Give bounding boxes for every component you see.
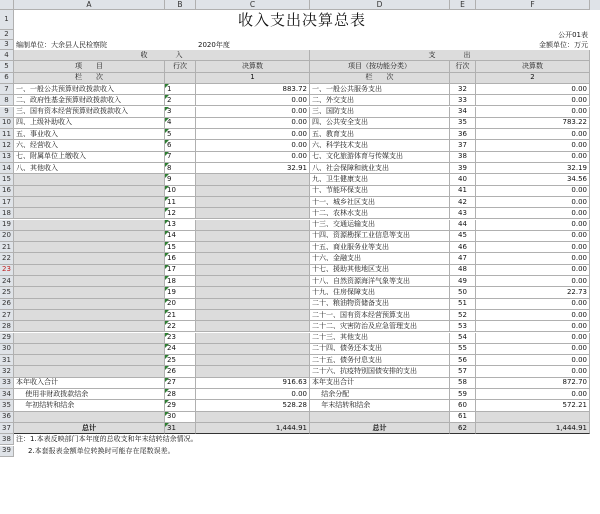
row-header[interactable]: 8 [0, 95, 14, 106]
expense-line-number[interactable]: 51 [450, 299, 476, 310]
income-line-number[interactable]: 12 [165, 208, 196, 219]
row-header[interactable]: 7 [0, 84, 14, 95]
select-all-corner[interactable] [0, 0, 14, 10]
expense-item-label[interactable]: 十五、商业服务业等支出 [310, 242, 450, 253]
income-amount-empty[interactable] [196, 208, 310, 219]
expense-line-number[interactable]: 50 [450, 287, 476, 298]
expense-amount[interactable]: 0.00 [476, 152, 590, 163]
row-header[interactable]: 4 [0, 50, 14, 61]
income-total-label[interactable]: 总计 [14, 423, 165, 434]
expense-item-label[interactable]: 七、文化旅游体育与传媒支出 [310, 152, 450, 163]
row-header[interactable]: 10 [0, 118, 14, 129]
expense-amount[interactable]: 0.00 [476, 333, 590, 344]
expense-line-number[interactable]: 35 [450, 118, 476, 129]
expense-item-label[interactable]: 二十六、抗疫特别国债安排的支出 [310, 366, 450, 377]
income-item-label[interactable]: 四、上级补助收入 [14, 118, 165, 129]
income-line-number[interactable]: 11 [165, 197, 196, 208]
expense-line-number[interactable]: 40 [450, 174, 476, 185]
lanci-label-income[interactable]: 栏 次 [14, 73, 165, 84]
income-amount-empty[interactable] [196, 333, 310, 344]
income-header[interactable]: 收 入 [14, 50, 310, 61]
income-amount[interactable]: 0.00 [196, 107, 310, 118]
row-header[interactable]: 28 [0, 321, 14, 332]
income-item-label[interactable]: 五、事业收入 [14, 129, 165, 140]
income-item-empty[interactable] [14, 355, 165, 366]
expense-amount[interactable]: 0.00 [476, 129, 590, 140]
row-header[interactable]: 5 [0, 61, 14, 72]
reporting-unit[interactable]: 编制单位：大余县人民检察院 [16, 40, 107, 49]
income-item-empty[interactable] [14, 287, 165, 298]
income-line-number[interactable]: 17 [165, 265, 196, 276]
expense-item-label[interactable]: 二十一、国有资本经营预算支出 [310, 310, 450, 321]
row-header[interactable]: 29 [0, 333, 14, 344]
expense-amount[interactable]: 22.73 [476, 287, 590, 298]
income-line-number[interactable]: 14 [165, 231, 196, 242]
income-item-label[interactable]: 八、其他收入 [14, 163, 165, 174]
col-income-amount[interactable]: 决算数 [196, 61, 310, 72]
income-amount-empty[interactable] [196, 197, 310, 208]
expense-line-number[interactable]: 49 [450, 276, 476, 287]
lanci-blank-expense[interactable] [450, 73, 476, 84]
expense-total-line[interactable]: 62 [450, 423, 476, 434]
expense-summary-amount[interactable]: 572.21 [476, 400, 590, 411]
income-item-label[interactable]: 一、一般公共预算财政拨款收入 [14, 84, 165, 95]
income-amount-empty[interactable] [196, 310, 310, 321]
expense-line-number[interactable]: 48 [450, 265, 476, 276]
money-unit[interactable]: 金额单位：万元 [539, 40, 588, 49]
income-line-number[interactable]: 7 [165, 152, 196, 163]
expense-amount[interactable]: 34.56 [476, 174, 590, 185]
expense-item-label[interactable]: 八、社会保障和就业支出 [310, 163, 450, 174]
row-header[interactable]: 34 [0, 389, 14, 400]
expense-amount[interactable]: 0.00 [476, 321, 590, 332]
income-summary-line[interactable]: 28 [165, 389, 196, 400]
row-header[interactable]: 36 [0, 412, 14, 423]
expense-item-label[interactable]: 二十三、其他支出 [310, 333, 450, 344]
expense-summary-line[interactable]: 60 [450, 400, 476, 411]
expense-line-number[interactable]: 36 [450, 129, 476, 140]
expense-line-number[interactable]: 32 [450, 84, 476, 95]
row-header[interactable]: 25 [0, 287, 14, 298]
expense-amount[interactable]: 783.22 [476, 118, 590, 129]
income-item-empty[interactable] [14, 310, 165, 321]
income-item-empty[interactable] [14, 344, 165, 355]
income-amount-empty[interactable] [196, 231, 310, 242]
income-amount-empty[interactable] [196, 174, 310, 185]
expense-item-label[interactable]: 十九、住房保障支出 [310, 287, 450, 298]
row-header[interactable]: 16 [0, 186, 14, 197]
expense-line-number[interactable]: 38 [450, 152, 476, 163]
expense-item-label[interactable]: 十四、资源勘探工业信息等支出 [310, 231, 450, 242]
expense-amount[interactable]: 0.00 [476, 276, 590, 287]
expense-item-label[interactable]: 二十五、债务付息支出 [310, 355, 450, 366]
row-header[interactable]: 21 [0, 242, 14, 253]
row-header[interactable]: 39 [0, 446, 14, 457]
expense-amount[interactable]: 0.00 [476, 208, 590, 219]
expense-amount[interactable]: 0.00 [476, 366, 590, 377]
expense-amount[interactable]: 0.00 [476, 310, 590, 321]
lanci-1[interactable]: 1 [196, 73, 310, 84]
expense-line-number[interactable]: 54 [450, 333, 476, 344]
expense-summary-line[interactable]: 58 [450, 378, 476, 389]
income-summary-amount[interactable]: 528.28 [196, 400, 310, 411]
row-header[interactable]: 27 [0, 310, 14, 321]
income-amount[interactable]: 0.00 [196, 140, 310, 151]
row-header[interactable]: 13 [0, 152, 14, 163]
expense-line-number[interactable]: 47 [450, 253, 476, 264]
income-summary-label[interactable]: 年初结转和结余 [14, 400, 165, 411]
expense-item-label[interactable]: 十七、援助其他地区支出 [310, 265, 450, 276]
expense-item-label[interactable]: 一、一般公共服务支出 [310, 84, 450, 95]
row-header[interactable]: 26 [0, 299, 14, 310]
expense-line-number[interactable]: 46 [450, 242, 476, 253]
income-amount-empty[interactable] [196, 242, 310, 253]
income-item-empty[interactable] [14, 220, 165, 231]
expense-line-number[interactable]: 41 [450, 186, 476, 197]
income-amount[interactable]: 0.00 [196, 118, 310, 129]
expense-line-number[interactable]: 34 [450, 107, 476, 118]
income-amount-empty[interactable] [196, 186, 310, 197]
form-number[interactable]: 公开01表 [558, 30, 588, 39]
expense-line-number[interactable]: 53 [450, 321, 476, 332]
expense-line-number[interactable]: 43 [450, 208, 476, 219]
row-header[interactable]: 9 [0, 107, 14, 118]
income-amount[interactable]: 0.00 [196, 129, 310, 140]
income-item-empty[interactable] [14, 276, 165, 287]
income-line-number[interactable]: 25 [165, 355, 196, 366]
expense-item-label[interactable]: 十六、金融支出 [310, 253, 450, 264]
income-item-empty[interactable] [14, 265, 165, 276]
column-header-b[interactable]: B [165, 0, 196, 10]
row-header[interactable]: 22 [0, 253, 14, 264]
income-line-number[interactable]: 15 [165, 242, 196, 253]
income-item-empty[interactable] [14, 366, 165, 377]
expense-amount[interactable]: 0.00 [476, 299, 590, 310]
income-item-empty[interactable] [14, 231, 165, 242]
income-summary-amount[interactable]: 916.63 [196, 378, 310, 389]
expense-item-label[interactable]: 十八、自然资源海洋气象等支出 [310, 276, 450, 287]
expense-line-number[interactable]: 39 [450, 163, 476, 174]
income-amount[interactable]: 883.72 [196, 84, 310, 95]
income-amount-empty[interactable] [196, 412, 310, 423]
row-header[interactable]: 18 [0, 208, 14, 219]
col-expense-amount[interactable]: 决算数 [476, 61, 590, 72]
row-header[interactable]: 11 [0, 129, 14, 140]
expense-amount[interactable]: 0.00 [476, 95, 590, 106]
expense-amount[interactable]: 32.19 [476, 163, 590, 174]
expense-line-number[interactable]: 56 [450, 355, 476, 366]
expense-item-label[interactable]: 十三、交通运输支出 [310, 220, 450, 231]
column-header-a[interactable]: A [14, 0, 165, 10]
income-amount-empty[interactable] [196, 321, 310, 332]
income-summary-line[interactable]: 29 [165, 400, 196, 411]
income-item-empty[interactable] [14, 412, 165, 423]
income-summary-label[interactable]: 使用非财政拨款结余 [14, 389, 165, 400]
income-item-empty[interactable] [14, 186, 165, 197]
income-item-empty[interactable] [14, 321, 165, 332]
income-amount-empty[interactable] [196, 344, 310, 355]
column-header-filler [590, 0, 600, 10]
row-header[interactable]: 23 [0, 265, 14, 276]
expense-item-label[interactable]: 四、公共安全支出 [310, 118, 450, 129]
income-amount-empty[interactable] [196, 265, 310, 276]
row-header[interactable]: 38 [0, 434, 14, 445]
col-income-item[interactable]: 项 目 [14, 61, 165, 72]
income-summary-amount[interactable]: 0.00 [196, 389, 310, 400]
income-amount-empty[interactable] [196, 220, 310, 231]
income-amount-empty[interactable] [196, 355, 310, 366]
income-item-label[interactable]: 三、国有资本经营预算财政拨款收入 [14, 107, 165, 118]
income-line-number[interactable]: 19 [165, 287, 196, 298]
income-line-number[interactable]: 21 [165, 310, 196, 321]
column-header-d[interactable]: D [310, 0, 450, 10]
row-header[interactable]: 19 [0, 220, 14, 231]
expense-amount[interactable]: 0.00 [476, 220, 590, 231]
income-amount-empty[interactable] [196, 276, 310, 287]
expense-amount[interactable]: 0.00 [476, 355, 590, 366]
income-amount-empty[interactable] [196, 253, 310, 264]
expense-total-amount[interactable]: 1,444.91 [476, 423, 590, 434]
expense-item-label[interactable]: 二、外交支出 [310, 95, 450, 106]
expense-line-number[interactable]: 45 [450, 231, 476, 242]
expense-summary-label[interactable]: 结余分配 [310, 389, 450, 400]
lanci-label-expense[interactable]: 栏 次 [310, 73, 450, 84]
income-line-number[interactable]: 18 [165, 276, 196, 287]
row-header[interactable]: 31 [0, 355, 14, 366]
expense-item-label[interactable]: 十一、城乡社区支出 [310, 197, 450, 208]
expense-line-number[interactable]: 37 [450, 140, 476, 151]
income-item-empty[interactable] [14, 299, 165, 310]
note-2[interactable]: 2.本套报表金额单位转换时可能存在尾数误差。 [28, 446, 175, 455]
lanci-blank-income[interactable] [165, 73, 196, 84]
income-line-number[interactable]: 2 [165, 95, 196, 106]
income-line-number[interactable]: 24 [165, 344, 196, 355]
income-line-number[interactable]: 30 [165, 412, 196, 423]
row-header[interactable]: 37 [0, 423, 14, 434]
row-header[interactable]: 17 [0, 197, 14, 208]
expense-line-number[interactable]: 55 [450, 344, 476, 355]
income-summary-label[interactable]: 本年收入合计 [14, 378, 165, 389]
income-item-label[interactable]: 二、政府性基金预算财政拨款收入 [14, 95, 165, 106]
income-line-number[interactable]: 4 [165, 118, 196, 129]
expense-amount[interactable]: 0.00 [476, 265, 590, 276]
column-header-e[interactable]: E [450, 0, 476, 10]
income-summary-line[interactable]: 27 [165, 378, 196, 389]
row-header[interactable]: 35 [0, 400, 14, 411]
expense-amount[interactable]: 0.00 [476, 253, 590, 264]
col-expense-item[interactable]: 项目（按功能分类） [310, 61, 450, 72]
note-1[interactable]: 注：1.本表反映部门本年度的总收支和年末结转结余情况。 [16, 435, 198, 444]
income-line-number[interactable]: 26 [165, 366, 196, 377]
expense-item-label[interactable]: 十、节能环保支出 [310, 186, 450, 197]
income-line-number[interactable]: 23 [165, 333, 196, 344]
income-amount-empty[interactable] [196, 366, 310, 377]
income-line-number[interactable]: 16 [165, 253, 196, 264]
expense-item-label[interactable]: 二十二、灾害防治及应急管理支出 [310, 321, 450, 332]
col-income-line[interactable]: 行次 [165, 61, 196, 72]
expense-line-number[interactable]: 57 [450, 366, 476, 377]
expense-summary-label[interactable]: 年末结转和结余 [310, 400, 450, 411]
expense-amount[interactable]: 0.00 [476, 344, 590, 355]
expense-amount[interactable]: 0.00 [476, 231, 590, 242]
income-item-empty[interactable] [14, 208, 165, 219]
expense-summary-line[interactable]: 59 [450, 389, 476, 400]
expense-line-number[interactable]: 61 [450, 412, 476, 423]
row-header[interactable]: 12 [0, 140, 14, 151]
income-line-number[interactable]: 6 [165, 140, 196, 151]
expense-line-number[interactable]: 42 [450, 197, 476, 208]
row-header[interactable]: 6 [0, 73, 14, 84]
column-header-c[interactable]: C [196, 0, 310, 10]
expense-line-number[interactable]: 44 [450, 220, 476, 231]
row-header[interactable]: 3 [0, 40, 14, 50]
income-amount-empty[interactable] [196, 299, 310, 310]
income-line-number[interactable]: 9 [165, 174, 196, 185]
expense-header[interactable]: 支 出 [310, 50, 590, 61]
row-header[interactable]: 30 [0, 344, 14, 355]
lanci-2[interactable]: 2 [476, 73, 590, 84]
income-total-line[interactable]: 31 [165, 423, 196, 434]
expense-summary-label[interactable]: 本年支出合计 [310, 378, 450, 389]
row-header[interactable]: 15 [0, 174, 14, 185]
income-line-number[interactable]: 10 [165, 186, 196, 197]
expense-amount[interactable]: 0.00 [476, 242, 590, 253]
expense-amount[interactable]: 0.00 [476, 197, 590, 208]
row-header[interactable]: 1 [0, 10, 14, 30]
income-item-label[interactable]: 六、经营收入 [14, 140, 165, 151]
income-line-number[interactable]: 20 [165, 299, 196, 310]
income-item-empty[interactable] [14, 174, 165, 185]
row-header[interactable]: 2 [0, 30, 14, 40]
income-amount[interactable]: 0.00 [196, 152, 310, 163]
income-line-number[interactable]: 8 [165, 163, 196, 174]
row-header[interactable]: 14 [0, 163, 14, 174]
expense-item-label[interactable]: 二十、粮油物资储备支出 [310, 299, 450, 310]
income-line-number[interactable]: 5 [165, 129, 196, 140]
row-header[interactable]: 32 [0, 366, 14, 377]
income-item-label[interactable]: 七、附属单位上缴收入 [14, 152, 165, 163]
income-item-empty[interactable] [14, 197, 165, 208]
row-header[interactable]: 20 [0, 231, 14, 242]
income-amount[interactable]: 32.91 [196, 163, 310, 174]
income-total-amount[interactable]: 1,444.91 [196, 423, 310, 434]
expense-amount[interactable]: 0.00 [476, 84, 590, 95]
expense-amount[interactable]: 0.00 [476, 107, 590, 118]
row-header[interactable]: 33 [0, 378, 14, 389]
expense-line-number[interactable]: 52 [450, 310, 476, 321]
expense-item-label[interactable]: 九、卫生健康支出 [310, 174, 450, 185]
expense-item-label[interactable]: 十二、农林水支出 [310, 208, 450, 219]
expense-total-label[interactable]: 总计 [310, 423, 450, 434]
expense-line-number[interactable]: 33 [450, 95, 476, 106]
expense-summary-amount[interactable]: 872.70 [476, 378, 590, 389]
expense-item-empty[interactable] [310, 412, 450, 423]
col-expense-line[interactable]: 行次 [450, 61, 476, 72]
report-year[interactable]: 2020年度 [198, 40, 230, 49]
expense-amount[interactable]: 0.00 [476, 140, 590, 151]
report-title[interactable]: 收入支出决算总表 [237, 10, 366, 29]
income-item-empty[interactable] [14, 333, 165, 344]
income-line-number[interactable]: 1 [165, 84, 196, 95]
income-line-number[interactable]: 3 [165, 107, 196, 118]
income-amount[interactable]: 0.00 [196, 95, 310, 106]
income-line-number[interactable]: 22 [165, 321, 196, 332]
row-header[interactable]: 24 [0, 276, 14, 287]
income-line-number[interactable]: 13 [165, 220, 196, 231]
expense-summary-amount[interactable]: 0.00 [476, 389, 590, 400]
income-item-empty[interactable] [14, 253, 165, 264]
expense-amount-empty[interactable] [476, 412, 590, 423]
expense-item-label[interactable]: 五、教育支出 [310, 129, 450, 140]
income-amount-empty[interactable] [196, 287, 310, 298]
expense-item-label[interactable]: 二十四、债务还本支出 [310, 344, 450, 355]
income-item-empty[interactable] [14, 242, 165, 253]
column-header-f[interactable]: F [476, 0, 590, 10]
expense-item-label[interactable]: 六、科学技术支出 [310, 140, 450, 151]
expense-item-label[interactable]: 三、国防支出 [310, 107, 450, 118]
expense-amount[interactable]: 0.00 [476, 186, 590, 197]
